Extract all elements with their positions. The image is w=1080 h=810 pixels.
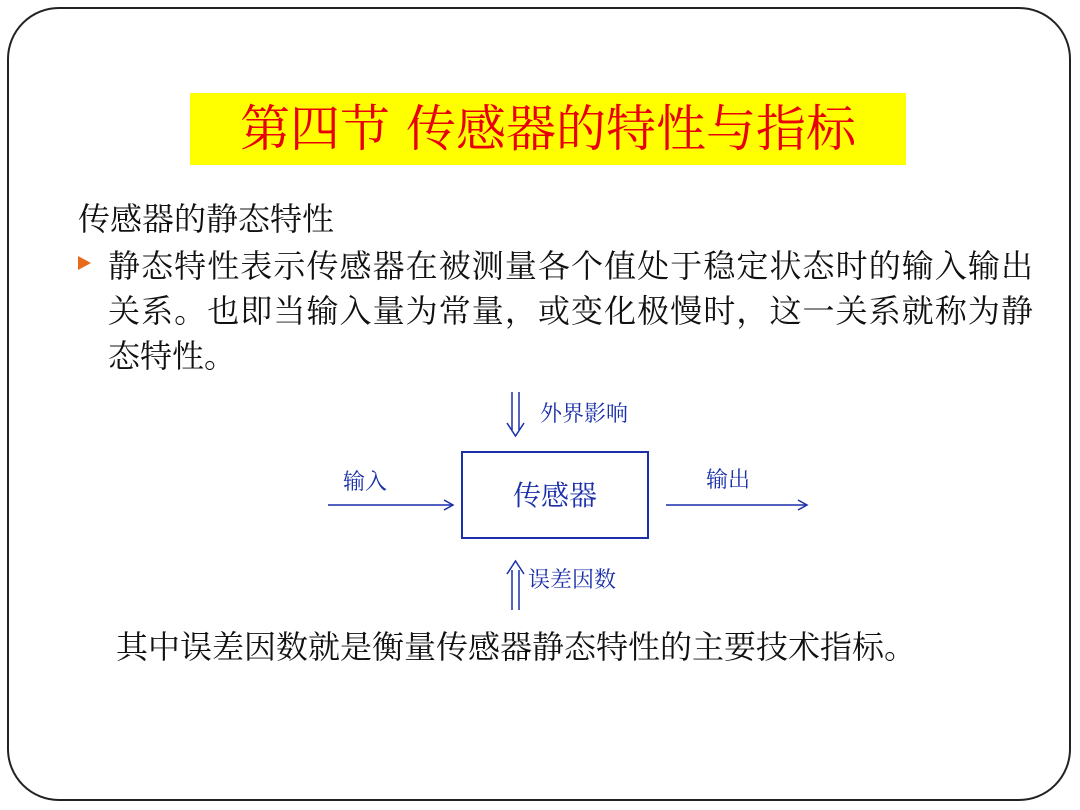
section-heading: 传感器的静态特性 [78, 200, 335, 238]
top-influence-arrow [507, 392, 524, 436]
bullet-text: 静态特性表示传感器在被测量各个值处于稳定状态时的输入输出关系。也即当输入量为常量，或变化极慢时，这一关系就称为静态特性。 [108, 247, 1033, 375]
top-influence-label: 外界影响 [540, 402, 629, 427]
output-arrow [666, 500, 807, 510]
bottom-error-label: 误差因数 [528, 568, 617, 593]
input-label: 输入 [343, 470, 388, 495]
output-label: 输出 [706, 468, 751, 493]
input-arrow [328, 500, 453, 510]
bottom-error-arrow [507, 561, 524, 610]
conclusion-text: 其中误差因数就是衡量传感器静态特性的主要技术指标。 [116, 628, 917, 666]
sensor-box-label: 传感器 [512, 479, 598, 512]
slide-title: 第四节 传感器的特性与指标 [190, 93, 906, 165]
